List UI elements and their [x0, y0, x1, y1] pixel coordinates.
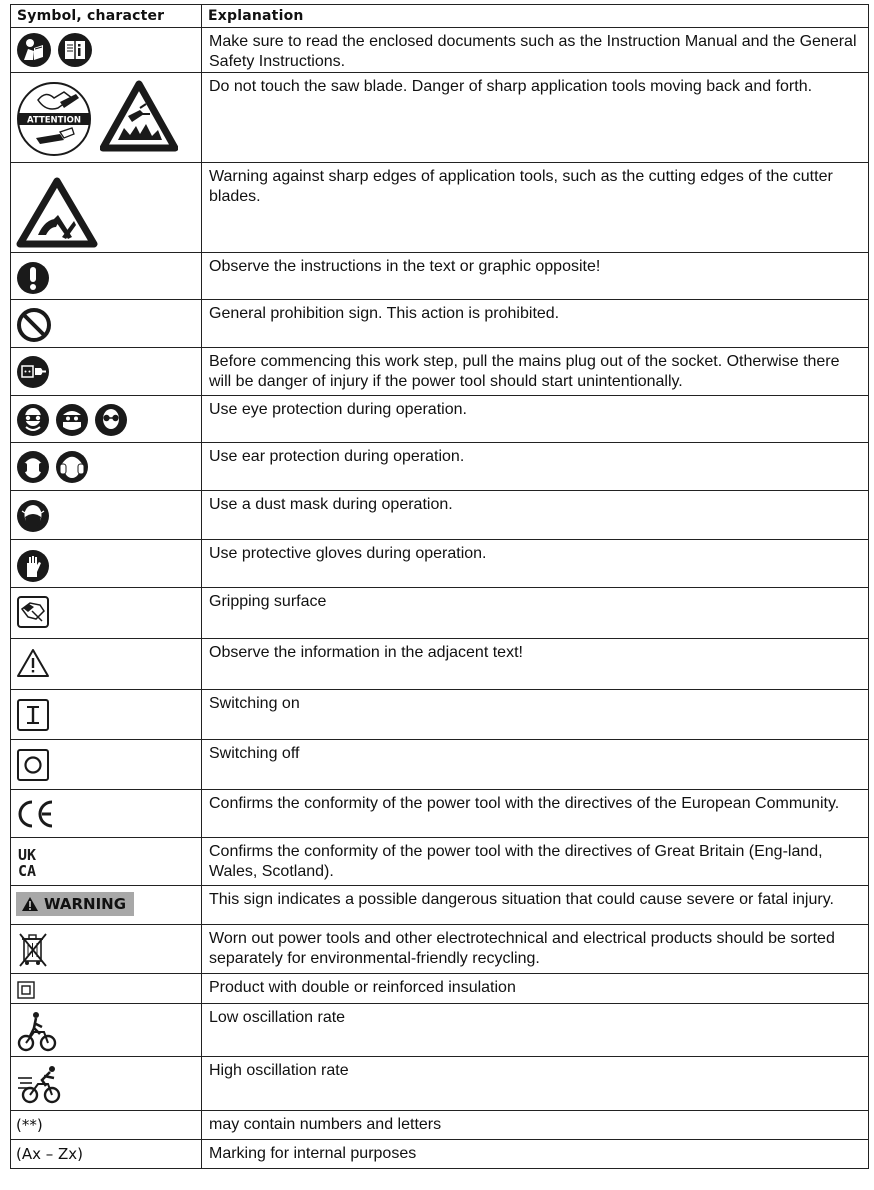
symbol-cell — [11, 28, 202, 73]
explanation-cell: This sign indicates a possible dangerous situation that could cause severe or fatal injury. — [202, 886, 869, 925]
dust-mask-icon — [16, 499, 50, 533]
column-header-symbol: Symbol, character — [11, 5, 202, 28]
symbol-cell — [11, 443, 202, 491]
table-row — [11, 886, 869, 925]
high-oscillation-icon — [16, 1064, 64, 1104]
table-row — [11, 1004, 869, 1057]
sharp-tool-warning-icon — [100, 80, 178, 154]
table-row — [11, 740, 869, 790]
attention-blade-icon — [16, 80, 92, 158]
explanation-cell: Marking for internal purposes — [202, 1140, 869, 1169]
crossed-bin-icon — [16, 931, 50, 969]
symbol-cell — [11, 253, 202, 300]
explanation-cell: Observe the instructions in the text or graphic opposite! — [202, 253, 869, 300]
gripping-surface-icon — [16, 595, 50, 629]
unplug-icon — [16, 355, 50, 389]
ukca-mark-icon — [16, 845, 50, 879]
explanation-cell: Switching off — [202, 740, 869, 790]
read-manual-icon — [16, 32, 52, 68]
explanation-cell: Use protective gloves during operation. — [202, 540, 869, 588]
explanation-cell: may contain numbers and letters — [202, 1111, 869, 1140]
switch-off-icon — [16, 748, 50, 782]
low-oscillation-icon — [16, 1010, 58, 1052]
symbol-cell — [11, 163, 202, 253]
ukca-mark-bottom: CA — [18, 862, 37, 879]
table-row — [11, 925, 869, 974]
table-row — [11, 253, 869, 300]
double-insulation-icon — [16, 980, 36, 1000]
symbol-cell — [11, 974, 202, 1004]
book-icon — [57, 32, 93, 68]
symbol-cell — [11, 300, 202, 348]
table-row — [11, 588, 869, 639]
sharp-edges-warning-icon — [16, 177, 98, 249]
table-row — [11, 838, 869, 886]
explanation-cell: Observe the information in the adjacent text! — [202, 639, 869, 690]
symbol-cell — [11, 886, 202, 925]
ear-protection-icon — [55, 450, 89, 484]
table-row — [11, 790, 869, 838]
warning-small-triangle-icon — [21, 896, 39, 912]
gloves-icon — [16, 549, 50, 583]
symbol-cell — [11, 925, 202, 974]
glasses-icon — [94, 403, 128, 437]
symbol-cell — [11, 690, 202, 740]
explanation-cell: Confirms the conformity of the power tool with the directives of the European Community. — [202, 790, 869, 838]
symbol-cell — [11, 1140, 202, 1169]
symbol-cell — [11, 1004, 202, 1057]
symbol-cell — [11, 639, 202, 690]
face-shield-icon — [55, 403, 89, 437]
ear-muffs-icon — [16, 450, 50, 484]
warning-triangle-icon — [16, 647, 50, 679]
symbol-cell — [11, 396, 202, 443]
explanation-cell: Product with double or reinforced insulation — [202, 974, 869, 1004]
symbol-cell — [11, 588, 202, 639]
table-row — [11, 443, 869, 491]
table-row — [11, 540, 869, 588]
table-row — [11, 1057, 869, 1111]
goggles-icon — [16, 403, 50, 437]
explanation-cell: Low oscillation rate — [202, 1004, 869, 1057]
symbol-text: (**) — [16, 1116, 43, 1134]
symbol-cell — [11, 348, 202, 396]
table-row — [11, 491, 869, 540]
explanation-cell: Before commencing this work step, pull the mains plug out of the socket. Otherwise there will be danger of injury if the power tool should start unintentionally. — [202, 348, 869, 396]
table-row — [11, 639, 869, 690]
explanation-cell: Make sure to read the enclosed documents such as the Instruction Manual and the General Safety Instructions. — [202, 28, 869, 73]
ukca-mark-top: UK — [18, 846, 37, 864]
explanation-cell: High oscillation rate — [202, 1057, 869, 1111]
column-header-explanation: Explanation — [202, 5, 869, 28]
warning-sign-label: WARNING — [44, 895, 127, 913]
table-row — [11, 396, 869, 443]
table-row — [11, 1140, 869, 1169]
symbol-cell — [11, 1057, 202, 1111]
table-row — [11, 163, 869, 253]
symbol-cell — [11, 1111, 202, 1140]
attention-label: ATTENTION — [27, 115, 81, 126]
symbol-cell — [11, 491, 202, 540]
mandatory-exclamation-icon — [16, 261, 50, 295]
explanation-cell: Use ear protection during operation. — [202, 443, 869, 491]
symbol-cell — [11, 540, 202, 588]
explanation-cell: Confirms the conformity of the power tool with the directives of Great Britain (Eng-land, Wales, Scotland). — [202, 838, 869, 886]
table-row — [11, 28, 869, 73]
explanation-cell: Use eye protection during operation. — [202, 396, 869, 443]
symbol-cell — [11, 73, 202, 163]
symbol-cell — [11, 740, 202, 790]
explanation-cell: General prohibition sign. This action is prohibited. — [202, 300, 869, 348]
symbols-table — [10, 4, 869, 1169]
switch-on-icon — [16, 698, 50, 732]
symbol-text: (Ax – Zx) — [16, 1145, 84, 1163]
symbol-cell — [11, 838, 202, 886]
explanation-cell: Gripping surface — [202, 588, 869, 639]
explanation-cell: Worn out power tools and other electrotechnical and electrical products should be sorted separately for environmental-friendly recycling. — [202, 925, 869, 974]
table-row — [11, 300, 869, 348]
table-row — [11, 348, 869, 396]
explanation-cell: Use a dust mask during operation. — [202, 491, 869, 540]
table-row — [11, 690, 869, 740]
symbol-cell — [11, 790, 202, 838]
prohibition-icon — [16, 307, 52, 343]
table-row — [11, 974, 869, 1004]
table-header-row — [11, 5, 869, 28]
explanation-cell: Switching on — [202, 690, 869, 740]
table-row — [11, 73, 869, 163]
explanation-cell: Warning against sharp edges of application tools, such as the cutting edges of the cutter blades. — [202, 163, 869, 253]
explanation-cell: Do not touch the saw blade. Danger of sharp application tools moving back and forth. — [202, 73, 869, 163]
warning-sign-icon — [16, 892, 134, 916]
ce-mark-icon — [16, 799, 56, 829]
table-row — [11, 1111, 869, 1140]
